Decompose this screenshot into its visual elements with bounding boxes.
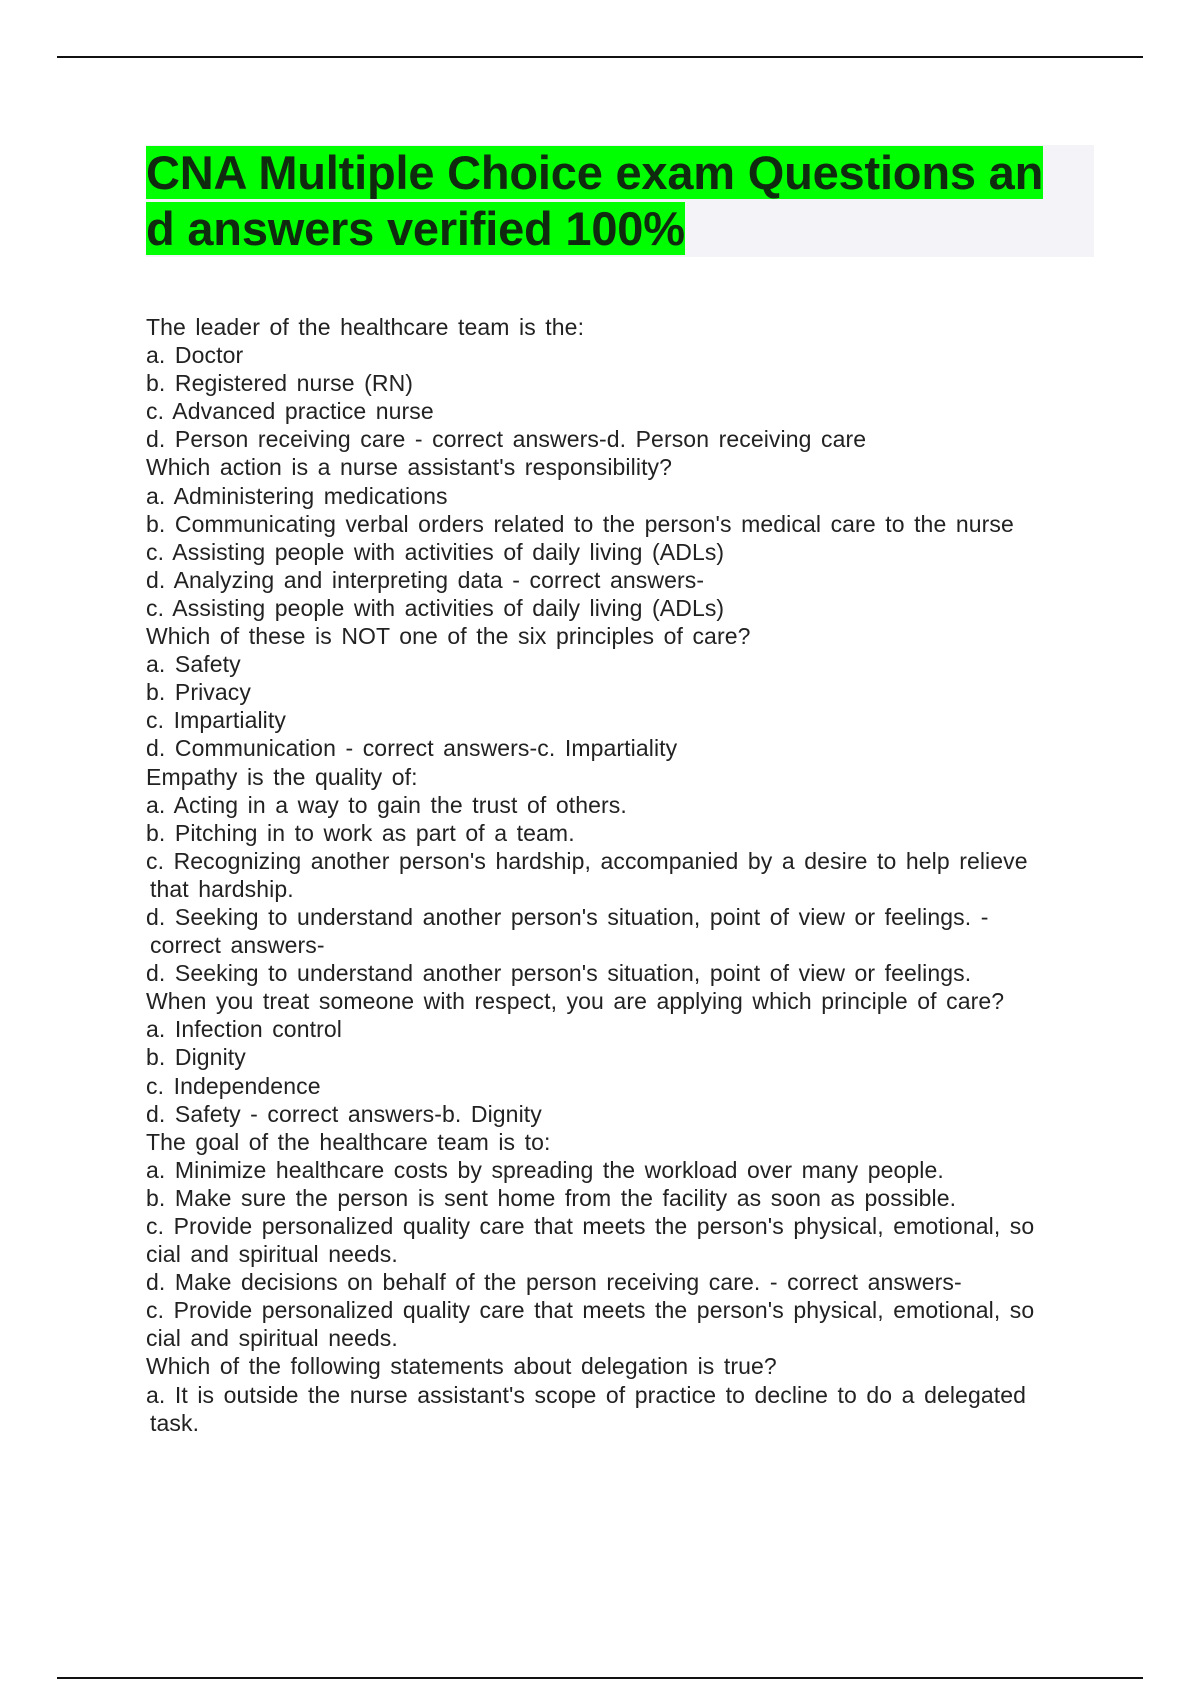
text-line: d. Seeking to understand another person's situation, point of view or feelings. - — [146, 903, 989, 930]
text-line: d. Make decisions on behalf of the person receiving care. - correct answers- — [146, 1269, 962, 1296]
text-line: Which action is a nurse assistant's responsibility? — [146, 454, 673, 481]
text-line: b. Dignity — [146, 1044, 246, 1071]
text-line: The leader of the healthcare team is the: — [146, 314, 585, 340]
text-line: c. Independence — [146, 1072, 321, 1099]
title-line-2: d answers verified 100% — [146, 202, 685, 255]
text-line: b. Privacy — [146, 679, 251, 706]
text-line: cial and spiritual needs. — [146, 1241, 398, 1268]
document-body — [146, 313, 1096, 1437]
text-line: a. Administering medications — [146, 482, 448, 509]
text-line: c. Recognizing another person's hardship, accompanied by a desire to help relieve — [146, 847, 1028, 874]
text-line: that hardship. — [150, 875, 294, 902]
text-line: a. Minimize healthcare costs by spreading the workload over many people. — [146, 1156, 944, 1183]
text-line: d. Analyzing and interpreting data - correct answers- — [146, 566, 705, 593]
text-line: c. Provide personalized quality care that meets the person's physical, emotional, so — [146, 1297, 1035, 1324]
text-line: c. Assisting people with activities of daily living (ADLs) — [146, 538, 725, 565]
text-line: When you treat someone with respect, you are applying which principle of care? — [146, 988, 1005, 1015]
text-line: c. Provide personalized quality care that meets the person's physical, emotional, so — [146, 1213, 1035, 1239]
text-line: a. Safety — [146, 651, 241, 678]
text-line: c. Advanced practice nurse — [146, 398, 434, 425]
title-block — [146, 145, 1094, 257]
text-line: Which of the following statements about delegation is true? — [146, 1353, 777, 1380]
text-line: correct answers- — [150, 932, 325, 959]
text-line: task. — [150, 1409, 200, 1436]
text-line: c. Impartiality — [146, 707, 286, 734]
text-line: Which of these is NOT one of the six principles of care? — [146, 623, 751, 650]
text-line: a. Acting in a way to gain the trust of others. — [146, 791, 627, 818]
title-line-1: CNA Multiple Choice exam Questions an — [146, 146, 1044, 199]
text-line: b. Registered nurse (RN) — [146, 370, 414, 397]
text-line: d. Safety - correct answers-b. Dignity — [146, 1100, 542, 1127]
text-line: a. It is outside the nurse assistant's scope of practice to decline to do a delegated — [146, 1381, 1027, 1408]
text-line: b. Pitching in to work as part of a team. — [146, 819, 575, 846]
text-line: Empathy is the quality of: — [146, 763, 418, 790]
text-line: cial and spiritual needs. — [146, 1325, 398, 1352]
top-rule — [57, 56, 1143, 58]
bottom-rule — [57, 1677, 1143, 1679]
text-line: a. Infection control — [146, 1016, 342, 1043]
text-line: a. Doctor — [146, 342, 244, 369]
text-line: b. Communicating verbal orders related to the person's medical care to the nurse — [146, 510, 1014, 537]
text-line: d. Communication - correct answers-c. Impartiality — [146, 735, 678, 762]
text-line: d. Person receiving care - correct answers-d. Person receiving care — [146, 426, 867, 453]
text-line: The goal of the healthcare team is to: — [146, 1128, 551, 1155]
document-title — [146, 145, 1094, 257]
text-line: c. Assisting people with activities of daily living (ADLs) — [146, 594, 725, 621]
text-line: d. Seeking to understand another person's situation, point of view or feelings. — [146, 960, 972, 987]
text-line: b. Make sure the person is sent home from the facility as soon as possible. — [146, 1184, 957, 1211]
